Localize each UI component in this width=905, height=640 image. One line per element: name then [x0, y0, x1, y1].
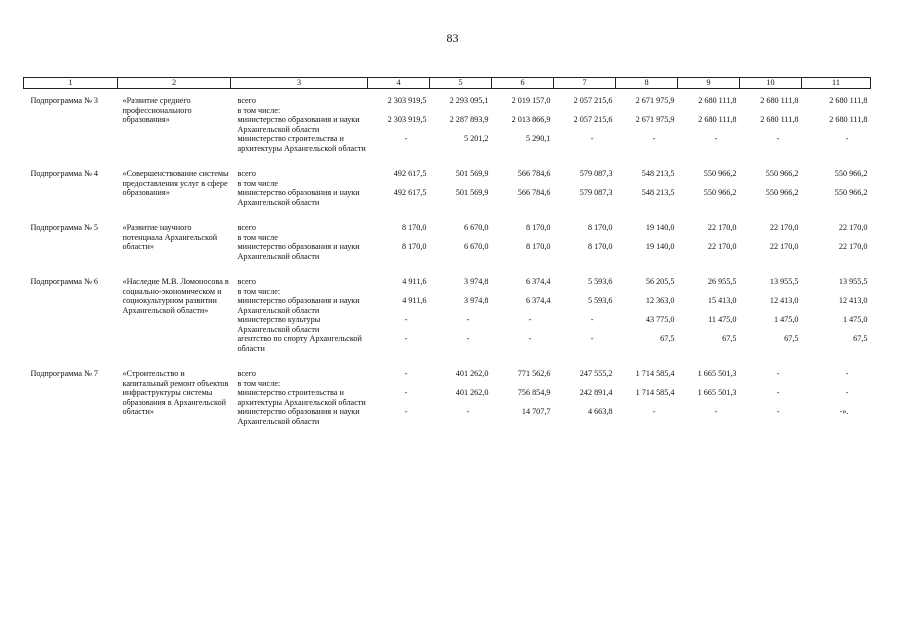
amount-cell: 550 966,2 — [765, 169, 799, 178]
amount-cell: - — [466, 315, 470, 324]
amount-cell: 771 562,6 — [517, 369, 551, 378]
amount-cell — [368, 179, 430, 189]
subprogram-name: «Совершенствование системы предоставления услуг в сфере образования» — [122, 169, 229, 197]
column-header: 10 — [740, 78, 802, 89]
amount-cell: - — [652, 134, 656, 143]
amount-cell: 2 013 866,9 — [511, 115, 551, 124]
amount-cell — [554, 106, 616, 116]
amount-cell — [802, 179, 871, 189]
column-header: 8 — [616, 78, 678, 89]
column-header: 5 — [430, 78, 492, 89]
amount-cell: 15 413,0 — [707, 296, 737, 305]
amount-cell: - — [714, 134, 718, 143]
amount-cell — [616, 379, 678, 389]
amount-cell — [554, 233, 616, 243]
amount-cell — [430, 287, 492, 297]
source-label: агентство по спорту Архангельской области — [237, 334, 362, 353]
column-header: 6 — [492, 78, 554, 89]
amount-cell: 1 714 585,4 — [635, 388, 675, 397]
amount-cell: 2 680 111,8 — [698, 96, 737, 105]
amount-cell — [430, 379, 492, 389]
amount-cell: 6 670,0 — [463, 242, 489, 251]
amount-cell: - — [404, 134, 408, 143]
subprogram-name: «Строительство и капитальный ремонт объектов инфраструктуры системы образования в Архангельской области» — [122, 369, 229, 416]
amount-cell: 8 170,0 — [525, 242, 551, 251]
amount-cell: 22 170,0 — [838, 242, 868, 251]
page-number: 83 — [446, 31, 459, 45]
source-label: всего — [237, 96, 256, 105]
amount-cell: 492 617,5 — [393, 169, 427, 178]
table-body — [24, 89, 871, 427]
subprogram-name: «Наследие М.В. Ломоносова в социально-экономическом и социокультурном развитии Архангельской области» — [122, 277, 229, 315]
amount-cell: 2 680 111,8 — [698, 115, 737, 124]
table-row — [24, 89, 871, 106]
amount-cell: 242 891,4 — [579, 388, 613, 397]
amount-cell: - — [590, 334, 594, 343]
amount-cell — [368, 106, 430, 116]
amount-cell — [492, 287, 554, 297]
spacer-row — [24, 353, 871, 362]
amount-cell — [802, 379, 871, 389]
source-label: всего — [237, 223, 256, 232]
amount-cell: - — [404, 369, 408, 378]
column-header: 9 — [678, 78, 740, 89]
amount-cell — [492, 379, 554, 389]
amount-cell: 67,5 — [784, 334, 799, 343]
amount-cell: - — [404, 407, 408, 416]
amount-cell — [802, 233, 871, 243]
source-label: министерство образования и науки Архангельской области — [237, 407, 360, 426]
amount-cell: - — [652, 407, 656, 416]
source-label: министерство образования и науки Архангельской области — [237, 242, 360, 261]
amount-cell: 566 784,6 — [517, 188, 551, 197]
amount-cell — [368, 287, 430, 297]
amount-cell: 1 665 501,3 — [697, 369, 737, 378]
amount-cell — [740, 233, 802, 243]
amount-cell: 11 475,0 — [708, 315, 737, 324]
amount-cell: 756 854,9 — [517, 388, 551, 397]
amount-cell: 3 974,8 — [463, 296, 489, 305]
amount-cell — [678, 379, 740, 389]
amount-cell: 8 170,0 — [401, 242, 427, 251]
amount-cell: 401 262,0 — [455, 369, 489, 378]
amount-cell: 501 569,9 — [455, 169, 489, 178]
amount-cell: 492 617,5 — [393, 188, 427, 197]
amount-cell — [430, 106, 492, 116]
amount-cell — [368, 233, 430, 243]
amount-cell: - — [528, 315, 532, 324]
source-label: в том числе: — [237, 378, 281, 388]
amount-cell: 4 911,6 — [402, 296, 427, 305]
source-label: всего — [237, 169, 256, 178]
amount-cell: 4 911,6 — [402, 277, 427, 286]
column-header: 3 — [231, 78, 368, 89]
column-header: 2 — [118, 78, 231, 89]
amount-cell — [616, 179, 678, 189]
amount-cell: 67,5 — [660, 334, 675, 343]
spacer-row — [24, 153, 871, 162]
amount-cell: 12 413,0 — [769, 296, 799, 305]
subprogram-label: Подпрограмма № 7 — [30, 369, 99, 378]
amount-cell: 2 287 893,9 — [449, 115, 489, 124]
amount-cell: 3 974,8 — [463, 277, 489, 286]
amount-cell: - — [845, 369, 849, 378]
amount-cell: - — [404, 315, 408, 324]
amount-cell: 6 374,4 — [525, 277, 551, 286]
amount-cell: - — [776, 369, 780, 378]
amount-cell: 1 714 585,4 — [635, 369, 675, 378]
source-label: министерство строительства и архитектуры Архангельской области — [237, 388, 366, 407]
amount-cell: 2 303 919,5 — [387, 96, 427, 105]
amount-cell: 2 293 095,1 — [449, 96, 489, 105]
source-label: министерство образования и науки Архангельской области — [237, 115, 360, 134]
amount-cell: 22 170,0 — [707, 223, 737, 232]
amount-cell: 550 966,2 — [834, 169, 868, 178]
source-label: министерство строительства и архитектуры Архангельской области — [237, 134, 366, 153]
amount-cell: 2 680 111,8 — [829, 96, 868, 105]
amount-cell: 579 087,3 — [579, 188, 613, 197]
amount-cell: 5 593,6 — [587, 277, 613, 286]
amount-cell: 1 475,0 — [842, 315, 868, 324]
amount-cell: 67,5 — [722, 334, 737, 343]
amount-cell — [492, 233, 554, 243]
amount-cell — [802, 106, 871, 116]
amount-cell — [368, 379, 430, 389]
amount-cell: - — [845, 134, 849, 143]
spacer-row — [24, 207, 871, 216]
table-row — [24, 362, 871, 379]
amount-cell: - — [845, 388, 849, 397]
amount-cell: 5 593,6 — [587, 296, 613, 305]
amount-cell: 247 555,2 — [579, 369, 613, 378]
amount-cell: 67,5 — [853, 334, 868, 343]
amount-cell: 43 775,0 — [645, 315, 675, 324]
amount-cell — [740, 106, 802, 116]
column-header: 7 — [554, 78, 616, 89]
amount-cell: - — [590, 315, 594, 324]
amount-cell — [554, 287, 616, 297]
amount-cell: 548 213,5 — [641, 169, 675, 178]
amount-cell: 401 262,0 — [455, 388, 489, 397]
source-label: министерство образования и науки Архангельской области — [237, 296, 360, 315]
amount-cell: - — [776, 407, 780, 416]
subprogram-name: «Развитие научного потенциала Архангельской области» — [122, 223, 218, 251]
subprogram-label: Подпрограмма № 4 — [30, 169, 99, 178]
table-row — [24, 162, 871, 179]
amount-cell: 1 475,0 — [773, 315, 799, 324]
amount-cell: 2 019 157,0 — [511, 96, 551, 105]
amount-cell: - — [404, 334, 408, 343]
source-label: министерство культуры Архангельской области — [237, 315, 321, 334]
amount-cell: - — [776, 134, 780, 143]
column-header: 11 — [802, 78, 871, 89]
column-header: 4 — [368, 78, 430, 89]
amount-cell — [492, 179, 554, 189]
amount-cell: 2 680 111,8 — [760, 96, 799, 105]
subprogram-label: Подпрограмма № 6 — [30, 277, 99, 286]
amount-cell: 22 170,0 — [707, 242, 737, 251]
amount-cell: 22 170,0 — [838, 223, 868, 232]
amount-cell: 13 955,5 — [769, 277, 799, 286]
amount-cell: 22 170,0 — [769, 242, 799, 251]
amount-cell: 2 671 975,9 — [635, 96, 675, 105]
subprogram-name: «Развитие среднего профессионального образования» — [122, 96, 192, 124]
amount-cell: 566 784,6 — [517, 169, 551, 178]
amount-cell: - — [404, 388, 408, 397]
amount-cell: 2 303 919,5 — [387, 115, 427, 124]
amount-cell — [492, 106, 554, 116]
amount-cell — [430, 233, 492, 243]
table-row — [24, 216, 871, 233]
amount-cell — [678, 287, 740, 297]
amount-cell: 8 170,0 — [525, 223, 551, 232]
amount-cell — [740, 287, 802, 297]
amount-cell: 2 671 975,9 — [635, 115, 675, 124]
subprogram-label: Подпрограмма № 3 — [30, 96, 99, 105]
amount-cell: - — [528, 334, 532, 343]
header-row — [24, 78, 871, 89]
amount-cell: 6 374,4 — [525, 296, 551, 305]
amount-cell: 19 140,0 — [645, 223, 675, 232]
amount-cell: 501 569,9 — [455, 188, 489, 197]
amount-cell — [554, 379, 616, 389]
amount-cell: 550 966,2 — [765, 188, 799, 197]
source-label: всего — [237, 277, 256, 286]
amount-cell: 548 213,5 — [641, 188, 675, 197]
amount-cell: 8 170,0 — [587, 223, 613, 232]
amount-cell — [554, 179, 616, 189]
table-row — [24, 270, 871, 287]
amount-cell: 8 170,0 — [401, 223, 427, 232]
amount-cell — [678, 233, 740, 243]
amount-cell: -». — [839, 407, 849, 416]
amount-cell: - — [466, 334, 470, 343]
amount-cell — [678, 179, 740, 189]
amount-cell — [678, 106, 740, 116]
amount-cell — [430, 179, 492, 189]
source-label: в том числе: — [237, 286, 281, 296]
amount-cell: 26 955,5 — [707, 277, 737, 286]
amount-cell: - — [466, 407, 470, 416]
amount-cell: 1 665 501,3 — [697, 388, 737, 397]
amount-cell: 5 201,2 — [463, 134, 489, 143]
amount-cell — [740, 379, 802, 389]
source-label: всего — [237, 369, 256, 378]
budget-table — [23, 77, 871, 426]
amount-cell: 550 966,2 — [703, 188, 737, 197]
source-label: в том числе: — [237, 105, 281, 115]
amount-cell: 5 290,1 — [525, 134, 551, 143]
amount-cell: 12 363,0 — [645, 296, 675, 305]
amount-cell: 550 966,2 — [834, 188, 868, 197]
amount-cell — [740, 179, 802, 189]
amount-cell: 4 663,8 — [587, 407, 613, 416]
amount-cell: 579 087,3 — [579, 169, 613, 178]
amount-cell: 13 955,5 — [838, 277, 868, 286]
subprogram-label: Подпрограмма № 5 — [30, 223, 99, 232]
amount-cell — [802, 287, 871, 297]
amount-cell: 6 670,0 — [463, 223, 489, 232]
amount-cell: - — [590, 134, 594, 143]
amount-cell: 8 170,0 — [587, 242, 613, 251]
amount-cell: 19 140,0 — [645, 242, 675, 251]
amount-cell: 22 170,0 — [769, 223, 799, 232]
amount-cell: - — [776, 388, 780, 397]
amount-cell — [616, 106, 678, 116]
column-header: 1 — [24, 78, 118, 89]
amount-cell — [616, 287, 678, 297]
amount-cell: 2 680 111,8 — [829, 115, 868, 124]
source-label: в том числе — [237, 232, 278, 242]
amount-cell: 2 680 111,8 — [760, 115, 799, 124]
amount-cell: 14 707,7 — [521, 407, 551, 416]
amount-cell — [616, 233, 678, 243]
amount-cell: 56 205,5 — [645, 277, 675, 286]
amount-cell: 550 966,2 — [703, 169, 737, 178]
source-label: министерство образования и науки Архангельской области — [237, 188, 360, 207]
amount-cell: 2 057 215,6 — [573, 115, 613, 124]
amount-cell: 12 413,0 — [838, 296, 868, 305]
amount-cell: - — [714, 407, 718, 416]
source-label: в том числе — [237, 178, 278, 188]
spacer-row — [24, 261, 871, 270]
amount-cell: 2 057 215,6 — [573, 96, 613, 105]
